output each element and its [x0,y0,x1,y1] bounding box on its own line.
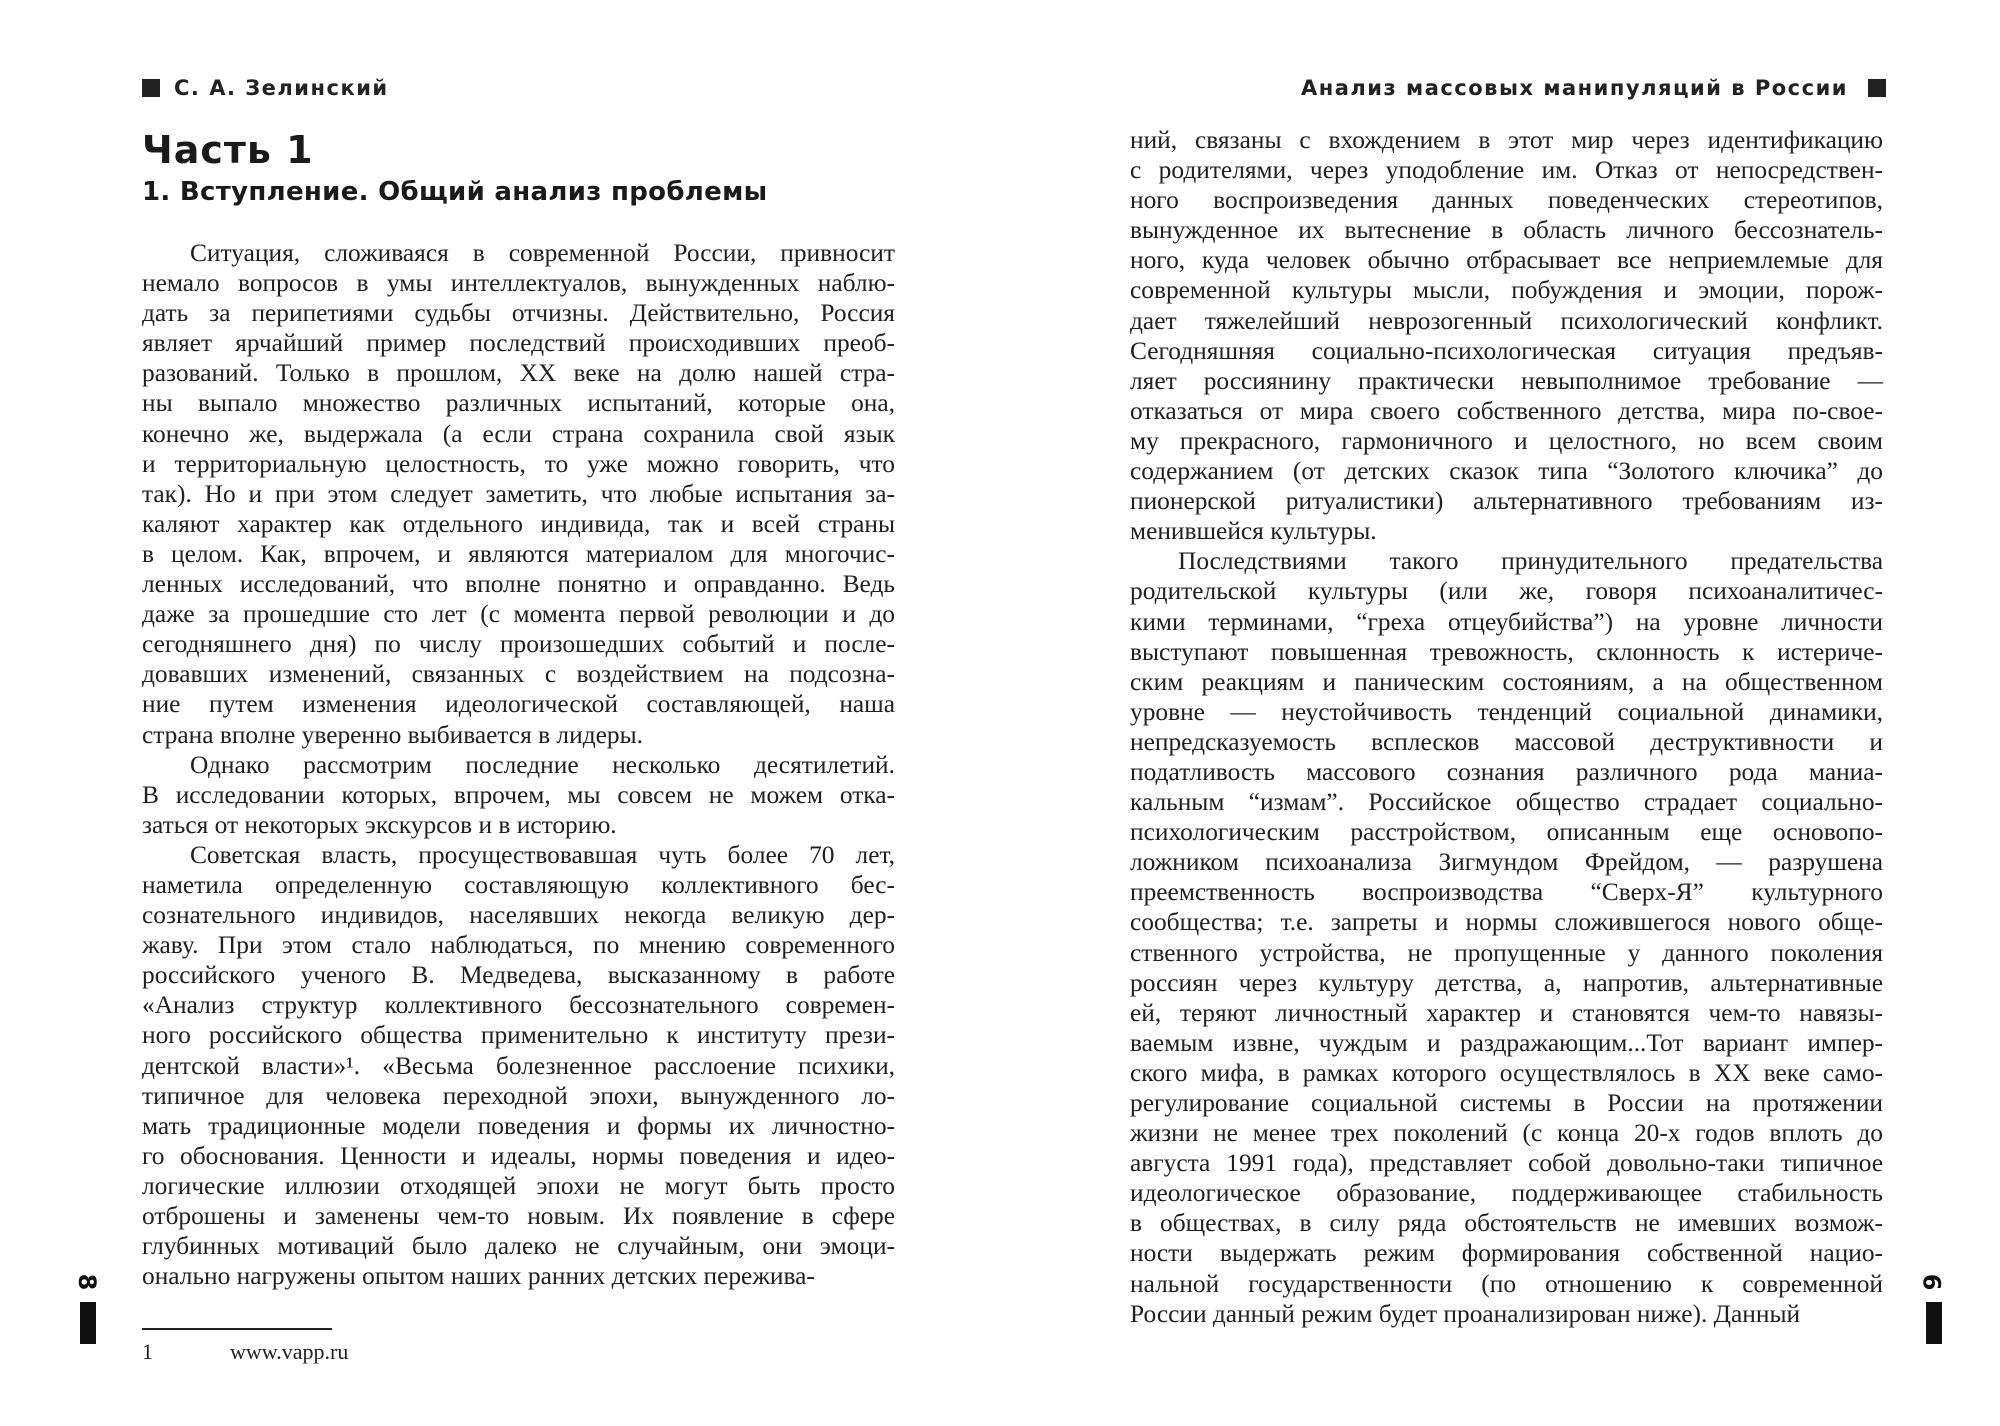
text-line: дает тяжелейший неврозогенный психологический конфликт. [1130,306,1883,335]
text-line: немало вопросов в умы интеллектуалов, вынужденных наблю- [142,269,895,298]
text-line: дентской власти»¹. «Весьма болезненное расслоение психики, [142,1051,895,1080]
text-line: российского ученого В. Медведева, высказанному в работе [142,961,895,990]
text-line: ности выдержать режим формирования собственной нацио- [1130,1239,1883,1268]
text-line: Сегодняшняя социально-психологическая ситуация предъяв- [1130,336,1883,365]
text-line: Советская власть, просуществовавшая чуть более 70 лет, [190,840,895,869]
text-line: ний, связаны с вхождением в этот мир через идентификацию [1130,126,1883,154]
text-line: разований. Только в прошлом, XX веке на долю нашей стра- [142,359,895,388]
text-line: кими терминами, “греха отцеубийства”) на уровне личности [1130,607,1883,636]
text-line: дать за перипетиями судьбы отчизны. Действительно, Россия [142,299,895,328]
running-head-text: С. А. Зелинский [174,76,389,100]
right-page [1000,0,2000,1426]
text-line: ваемым извне, чуждым и раздражающим...Тот вариант импер- [1130,1028,1883,1057]
text-line: так). Но и при этом следует заметить, что любые испытания за- [142,479,895,508]
body-text [142,238,895,1291]
text-line: конечно же, выдержала (а если страна сохранила свой язык [142,419,895,448]
footnote-number: 1 [142,1339,153,1364]
text-line: Последствиями такого принудительного предательства [1178,547,1883,576]
text-line: выступают повышенная тревожность, склонность к истериче- [1130,637,1883,666]
page-edge-marker [80,1302,96,1344]
text-line: типичное для человека переходной эпохи, вынужденного ло- [142,1081,895,1110]
text-line: глубинных мотиваций было далеко не случайным, они эмоци- [142,1232,895,1261]
text-line: ляет россиянину практически невыполнимое требование — [1130,366,1883,395]
text-line: России данный режим будет проанализирован ниже). Данный [1130,1299,1801,1328]
text-line: уровне — неустойчивость тенденций социальной динамики, [1130,697,1883,726]
text-line: Ситуация, сложиваяся в современной России, привносит [190,239,895,267]
text-line: логические иллюзии отходящей эпохи не могут быть просто [142,1171,895,1200]
text-line: ским реакциям и паническим состояниям, а на общественном [1130,667,1883,696]
running-head-marker [142,79,160,97]
body-text [1130,125,1883,1329]
running-head-author [142,76,389,100]
text-line: ственного устройства, не пропущенные у данного поколения [1130,938,1883,967]
text-line: родительской культуры (или же, говоря психоаналитичес- [1130,577,1883,606]
text-line: и территориальную целостность, то уже можно говорить, что [142,449,895,478]
text-line: ей, теряют личностный характер и становятся чем-то навязы- [1130,998,1883,1027]
text-line: отказаться от мира своего собственного детства, мира по-свое- [1130,396,1883,425]
paragraph [1130,546,1883,1328]
text-line: ние путем изменения идеологической составляющей, наша [142,690,895,719]
text-line: жаву. При этом стало наблюдаться, по мнению современного [142,931,895,960]
text-line: мать традиционные модели поведения и формы их личностно- [142,1111,895,1140]
text-line: непредсказуемость всплесков массовой деструктивности и [1130,727,1883,756]
paragraph [142,840,895,1291]
text-line: вынужденное их вытеснение в область личного бессознатель- [1130,216,1883,245]
text-line: онально нагружены опытом наших ранних детских пережива- [142,1262,815,1291]
text-line: содержанием (от детских сказок типа “Золотого ключика” до [1130,457,1883,486]
footnote [142,1339,348,1365]
text-line: психологическим расстройством, описанным еще основопо- [1130,818,1883,847]
text-line: в целом. Как, впрочем, и являются материалом для многочис- [142,539,895,568]
text-line: го обоснования. Ценности и идеалы, нормы поведения и идео- [142,1141,895,1170]
text-line: сознательного индивидов, населявших некогда великую дер- [142,901,895,930]
text-line: являет ярчайший пример последствий происходивших преоб- [142,329,895,358]
text-line: наметила определенную составляющую коллективного бес- [142,870,895,899]
page-number: 8 [73,1273,101,1291]
text-line: ного российского общества применительно к институту прези- [142,1021,895,1050]
text-line: пионерской ритуалистики) альтернативного требованиям из- [1130,487,1883,516]
text-line: нальной государственности (по отношению к современной [1130,1269,1883,1298]
text-line: сегодняшнего дня) по числу произошедших событий и после- [142,630,895,659]
text-line: страна вполне уверенно выбивается в лидеры. [142,720,643,749]
text-line: ложником психоанализа Зигмундом Фрейдом, — разрушена [1130,848,1883,877]
text-line: заться от некоторых экскурсов и в историю. [142,810,617,839]
text-line: Однако рассмотрим последние несколько десятилетий. [190,750,895,779]
section-title: 1. Вступление. Общий анализ проблемы [142,177,768,207]
text-line: ского мифа, в рамках которого осуществлялось в XX веке само- [1130,1058,1883,1087]
page-number: 9 [1919,1273,1947,1291]
part-title: Часть 1 [142,128,314,172]
running-head-text: Анализ массовых манипуляций в России [1300,76,1848,100]
text-line: жизни не менее трех поколений (с конца 20-х годов вплоть до [1130,1119,1883,1148]
text-line: ны выпало множество различных испытаний, которые она, [142,389,895,418]
text-line: «Анализ структур коллективного бессознательного современ- [142,991,895,1020]
text-line: ного воспроизведения данных поведенческих стереотипов, [1130,186,1883,215]
text-line: отброшены и заменены чем-то новым. Их появление в сфере [142,1202,895,1230]
text-line: россиян через культуру детства, а, напротив, альтернативные [1130,968,1883,997]
page-edge-marker [1926,1302,1942,1344]
text-line: с родителями, через уподобление им. Отказ от непосредствен- [1130,156,1883,185]
paragraph [1130,125,1883,546]
text-line: В исследовании которых, впрочем, мы совсем не можем отка- [142,780,895,809]
text-line: в обществах, в силу ряда обстоятельств не имевших возмож- [1130,1209,1883,1238]
text-line: сообщества; т.е. запреты и нормы сложившегося нового обще- [1130,908,1883,937]
text-line: современной культуры мысли, побуждения и эмоции, порож- [1130,276,1883,305]
text-line: каляют характер как отдельного индивида, так и всей страны [142,509,895,538]
text-line: му прекрасного, гармоничного и целостного, но всем своим [1130,426,1883,455]
running-head-title [1301,76,1886,100]
text-line: идеологическое образование, поддерживающее стабильность [1130,1179,1883,1208]
running-head-marker [1868,79,1886,97]
text-line: менившейся культуры. [1130,517,1377,546]
text-line: даже за прошедшие сто лет (с момента первой революции и до [142,600,895,629]
text-line: ного, куда человек обычно отбрасывает все неприемлемые для [1130,246,1883,275]
text-line: податливость массового сознания различного рода маниа- [1130,757,1883,786]
text-line: преемственность воспроизводства “Сверх-Я” культурного [1130,878,1883,907]
paragraph [142,750,895,840]
footnote-divider [142,1328,332,1330]
text-line: августа 1991 года), представляет собой довольно-таки типичное [1130,1149,1883,1178]
text-line: кальным “измам”. Российское общество страдает социально- [1130,788,1883,817]
text-line: регулирование социальной системы в России на протяжении [1130,1089,1883,1117]
text-line: ленных исследований, что вполне понятно и оправданно. Ведь [142,570,895,599]
paragraph [142,238,895,750]
footnote-link: www.vapp.ru [230,1339,349,1364]
text-line: довавших изменений, связанных с воздействием на подсозна- [142,660,895,689]
